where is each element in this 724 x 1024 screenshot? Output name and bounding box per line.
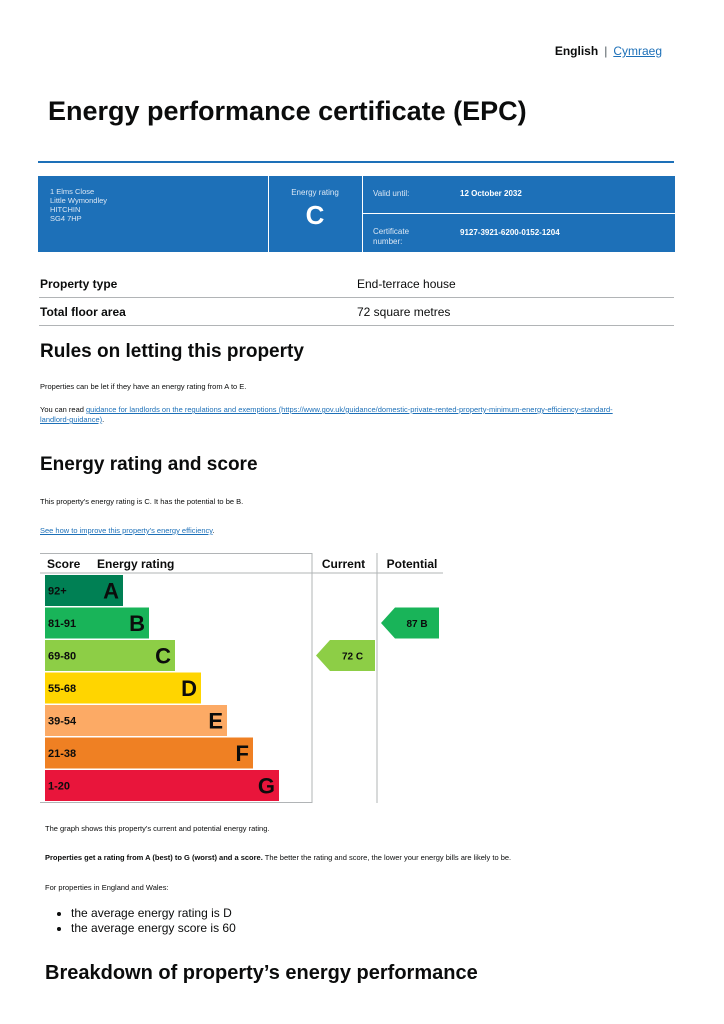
certificate-panel [38,176,675,252]
address-line: HITCHIN [50,205,81,214]
landlord-guidance-url[interactable]: (https://www.gov.uk/guidance/domestic-private-rented-property-minimum-energy-efficiency-standard- [276,405,613,414]
improve-row: See how to improve this property's energy efficiency. [40,526,215,535]
floor-area-row [39,298,674,326]
rating-note: Properties get a rating from A (best) to G (worst) and a score. The better the rating and score, the lower your energy bills are likely to be. [45,853,512,862]
rating-summary: This property's energy rating is C. It has the potential to be B. [40,497,244,506]
energy-rating-chart [40,553,443,803]
property-type-value: End-terrace house [357,277,456,291]
certificate-number-label: Certificate number: [373,227,410,246]
landlord-guidance-link[interactable]: guidance for landlords on the regulations and exemptions [86,405,277,414]
band-letter-f: F [235,741,249,766]
band-letter-c: C [155,643,171,669]
floor-area-value: 72 square metres [357,305,451,319]
property-address [50,187,107,223]
band-range-b: 81-91 [48,618,77,630]
valid-until-label: Valid until: [373,189,410,198]
band-range-c: 69-80 [48,650,77,663]
language-switcher [555,44,662,58]
band-range-f: 21-38 [48,748,77,760]
england-wales-note: For properties in England and Wales: [45,883,169,892]
band-range-g: 1-20 [48,780,71,793]
band-letter-a: A [103,578,119,604]
address-line: SG4 7HP [50,214,82,223]
certificate-number-value: 9127-3921-6200-0152-1204 [460,228,560,237]
chart-header-current: Current [321,557,366,571]
band-range-e: 39-54 [48,715,77,728]
address-line: Little Wymondley [50,196,108,205]
floor-area-label: Total floor area [40,305,126,319]
chart-header-potential: Potential [386,557,438,571]
breakdown-heading: Breakdown of property’s energy performance [45,962,478,984]
band-bar-f [45,738,253,769]
letting-guidance: You can read guidance for landlords on the regulations and exemptions (https://www.gov.uk/guidance/domestic-private-rented-property-minimum-energy-efficiency-standard- landlord-guidance). [40,405,613,424]
energy-rating-label: Energy rating [291,188,339,197]
band-letter-d: D [181,676,197,701]
language-link-cymraeg[interactable]: Cymraeg [613,44,662,58]
title-divider [38,161,674,163]
band-range-a: 92+ [48,585,67,598]
chart-header-score: Score [47,557,81,571]
valid-until-value: 12 October 2032 [460,189,522,198]
letting-heading: Rules on letting this property [40,341,304,362]
chart-header-rating: Energy rating [97,557,175,571]
band-bar-g [45,770,279,801]
potential-rating-label: 87 B [406,619,428,630]
band-range-d: 55-68 [48,683,77,695]
panel-divider [362,213,675,214]
current-rating-label: 72 C [341,651,364,663]
landlord-guidance-url[interactable]: landlord-guidance) [40,415,103,424]
panel-divider [362,176,363,252]
property-type-label: Property type [40,277,118,291]
property-type-row [39,270,674,298]
average-list [55,906,236,936]
improve-efficiency-link[interactable]: See how to improve this property's energy efficiency [40,526,213,535]
address-line: 1 Elms Close [50,187,95,196]
language-separator: | [604,44,608,58]
page-title: Energy performance certificate (EPC) [48,96,527,126]
rating-heading: Energy rating and score [40,454,258,475]
band-letter-e: E [208,708,223,734]
band-letter-b: B [129,611,145,636]
list-item: • the average energy score is 60 [71,921,236,936]
band-letter-g: G [257,773,275,799]
list-item: • the average energy rating is D [71,906,236,921]
energy-rating-value: C [305,200,325,230]
letting-text: Properties can be let if they have an energy rating from A to E. [40,382,247,391]
graph-note: The graph shows this property's current and potential energy rating. [45,824,270,833]
property-details [39,270,674,326]
language-current: English [554,44,599,58]
